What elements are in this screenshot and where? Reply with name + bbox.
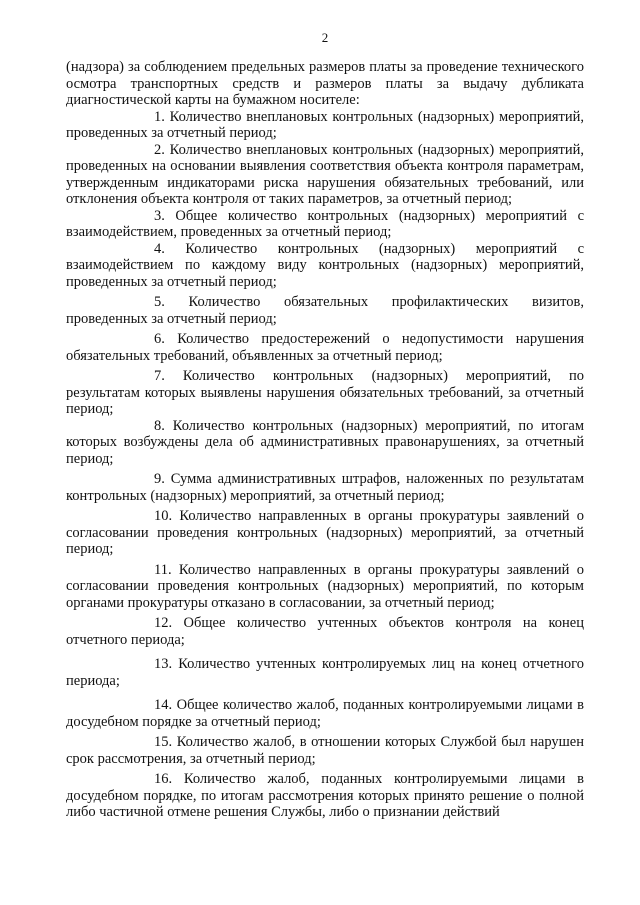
item-number: 1. — [154, 108, 165, 125]
item-text: Количество внеплановых контрольных (надзорных) мероприятий, проведенных на основании выявления соответствия объекта контроля параметрам, утвержденным индикаторами риска нарушения обязательных требований, или отклонения объекта контроля от таких параметров, за отчетный период; — [66, 141, 585, 207]
list-item — [66, 331, 584, 364]
list-item — [66, 208, 584, 241]
intro-paragraph: (надзора) за соблюдением предельных размеров платы за проведение технического осмотра транспортных средств и размеров платы за выдачу дубликата диагностической карты на бумажном носителе: — [66, 59, 584, 108]
item-text: Количество направленных в органы прокуратуры заявлений о согласовании проведения контрольных (надзорных) мероприятий, за отчетный период; — [66, 508, 584, 557]
page-number: 2 — [321, 30, 329, 45]
item-number: 9. — [154, 471, 165, 487]
item-number: 7. — [154, 368, 165, 384]
item-text: Сумма административных штрафов, наложенных по результатам контрольных (надзорных) мероприятий, за отчетный период; — [66, 471, 585, 504]
item-text: Количество контрольных (надзорных) мероприятий, по итогам которых возбуждены дела об административных правонарушениях, за отчетный период; — [66, 417, 585, 467]
item-number: 5. — [154, 294, 165, 310]
list-item — [66, 508, 584, 558]
item-number: 15. — [154, 734, 173, 750]
list-item — [66, 471, 584, 504]
list-item — [66, 615, 584, 648]
item-text: Общее количество жалоб, поданных контролируемыми лицами в досудебном порядке за отчетный период; — [66, 697, 584, 730]
item-text: Количество контрольных (надзорных) мероприятий с взаимодействием по каждому виду контрольных (надзорных) мероприятий, проведенных за отчетный период; — [66, 240, 585, 290]
list-item — [66, 697, 584, 730]
list-item — [66, 368, 584, 418]
item-number: 8. — [154, 417, 165, 434]
item-number: 16. — [154, 771, 173, 787]
list-item — [66, 241, 584, 291]
item-text: Количество направленных в органы прокуратуры заявлений о согласовании проведения контрольных (надзорных) мероприятий, по которым органами прокуратуры отказано в согласовании, за отчетный период; — [66, 561, 584, 611]
item-number: 10. — [154, 508, 173, 524]
item-text: Общее количество учтенных объектов контроля на конец отчетного периода; — [66, 615, 584, 648]
item-text: Количество жалоб, поданных контролируемыми лицами в досудебном порядке, по итогам рассмотрения которых принято решение о полной либо частичной отмене решения Службы, либо о признании действий — [66, 771, 584, 820]
list-item — [66, 418, 584, 468]
item-text: Общее количество контрольных (надзорных) мероприятий с взаимодействием, проведенных за отчетный период; — [66, 207, 585, 240]
list-item — [66, 656, 584, 689]
item-text: Количество внеплановых контрольных (надзорных) мероприятий, проведенных за отчетный период; — [66, 108, 585, 141]
list-item — [66, 562, 584, 612]
list-item — [66, 771, 584, 821]
item-text: Количество контрольных (надзорных) мероприятий, по результатам которых выявлены нарушения обязательных требований, за отчетный период; — [66, 368, 585, 417]
item-number: 2. — [154, 141, 165, 158]
item-text: Количество учтенных контролируемых лиц на конец отчетного периода; — [66, 656, 584, 689]
item-number: 12. — [154, 615, 173, 631]
item-text: Количество предостережений о недопустимости нарушения обязательных требований, объявленных за отчетный период; — [66, 331, 584, 364]
item-number: 14. — [154, 697, 173, 713]
item-text: Количество жалоб, в отношении которых Службой был нарушен срок рассмотрения, за отчетный период; — [66, 734, 584, 767]
list-item — [66, 109, 584, 142]
item-number: 13. — [154, 656, 173, 672]
document-body — [66, 59, 584, 821]
item-text: Количество обязательных профилактических визитов, проведенных за отчетный период; — [66, 294, 585, 327]
list-item — [66, 142, 584, 208]
item-number: 6. — [154, 331, 165, 347]
item-number: 3. — [154, 207, 165, 224]
item-number: 4. — [154, 240, 165, 257]
list-item — [66, 734, 584, 767]
list-item — [66, 294, 584, 327]
item-number: 11. — [154, 561, 172, 578]
